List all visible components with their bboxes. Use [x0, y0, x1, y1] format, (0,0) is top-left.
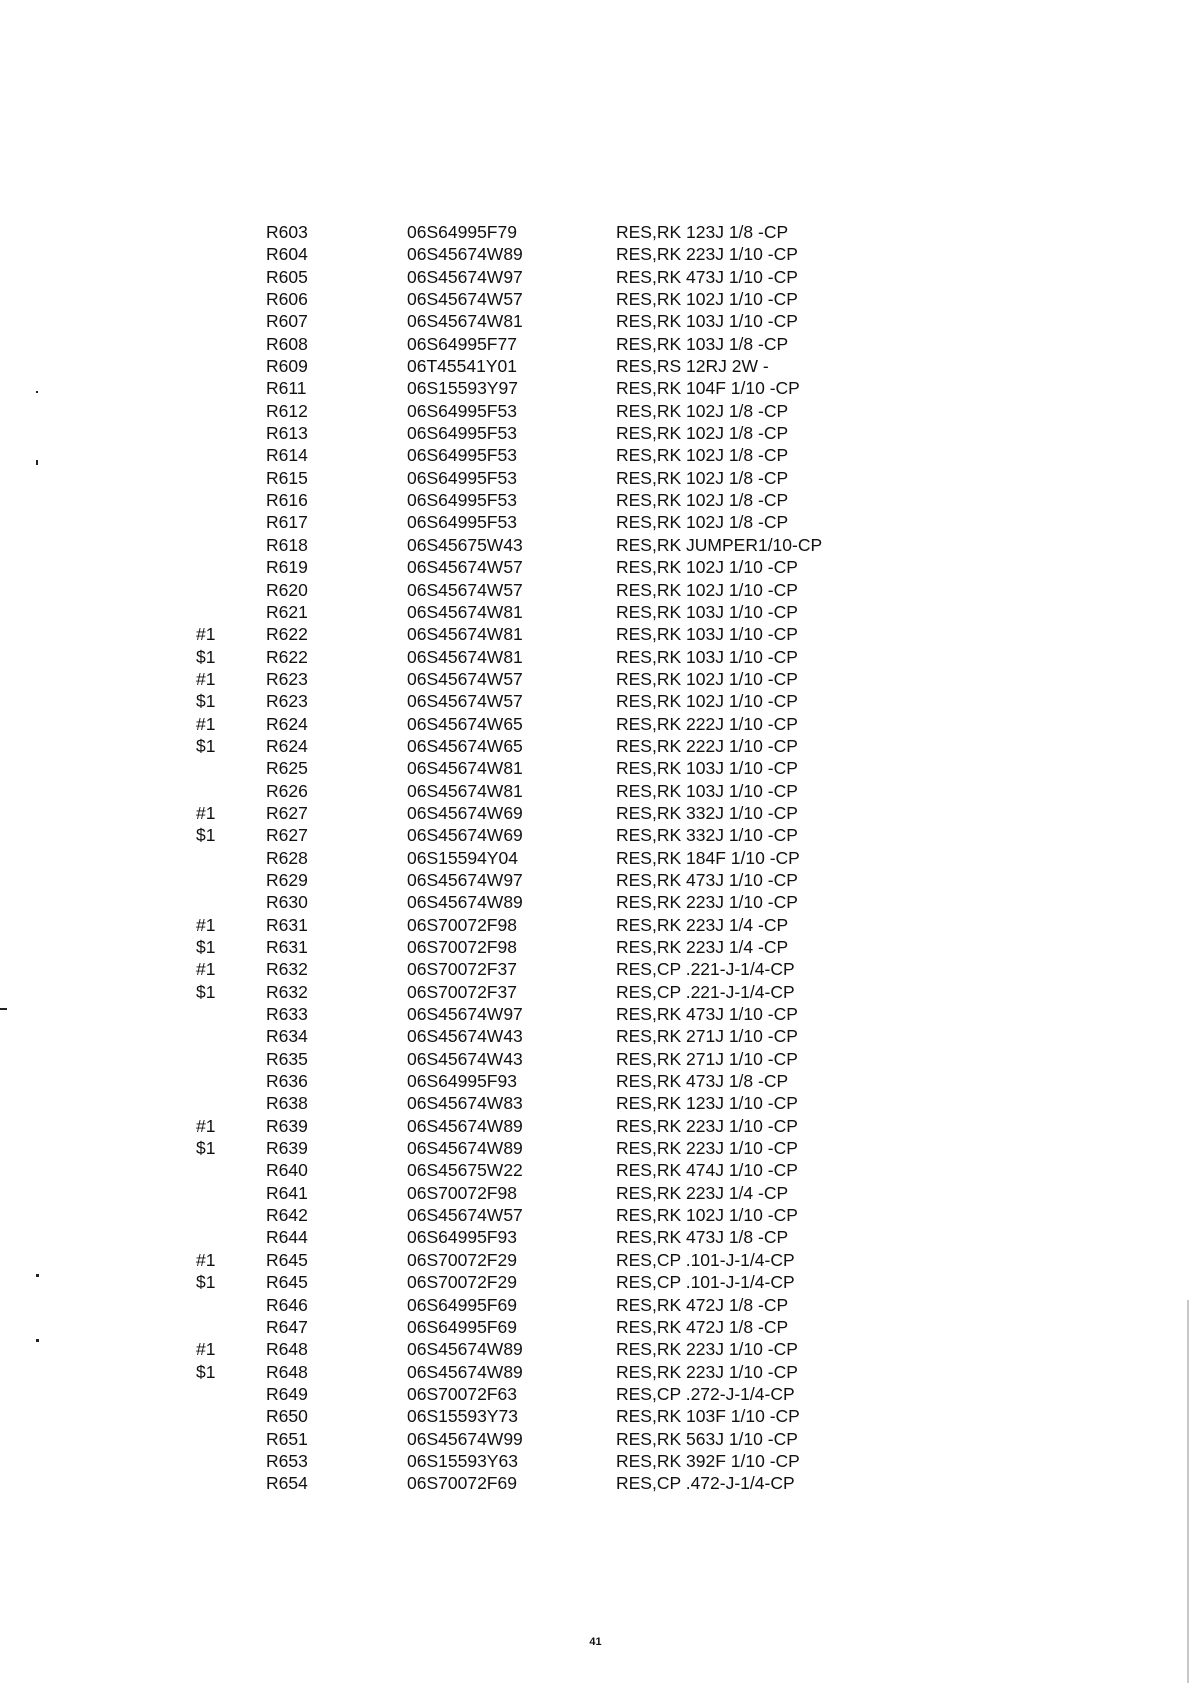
reference-designator: R606 — [266, 289, 308, 310]
part-description: RES,RK 102J 1/10 -CP — [616, 668, 798, 689]
scan-edge-line — [1187, 1300, 1189, 1683]
part-description: RES,RK 103J 1/10 -CP — [616, 646, 798, 667]
part-description: RES,RK JUMPER1/10-CP — [616, 534, 823, 555]
reference-designator: R622 — [266, 646, 308, 667]
table-row — [0, 1428, 1191, 1450]
reference-designator: R645 — [266, 1272, 308, 1293]
part-number: 06S45674W81 — [407, 646, 523, 667]
reference-designator: R624 — [266, 713, 308, 734]
part-number: 06S45674W89 — [407, 892, 523, 913]
table-row — [0, 1249, 1191, 1271]
reference-designator: R615 — [266, 467, 308, 488]
part-number: 06S45674W89 — [407, 1115, 523, 1136]
table-row — [0, 1450, 1191, 1472]
part-number: 06S70072F29 — [407, 1272, 517, 1293]
reference-designator: R613 — [266, 423, 308, 444]
table-row — [0, 1383, 1191, 1405]
row-mark: #1 — [196, 959, 216, 980]
part-description: RES,RK 102J 1/8 -CP — [616, 400, 789, 421]
part-number: 06T45541Y01 — [407, 356, 517, 377]
reference-designator: R631 — [266, 914, 308, 935]
reference-designator: R639 — [266, 1115, 308, 1136]
reference-designator: R617 — [266, 512, 308, 533]
row-mark: #1 — [196, 914, 216, 935]
reference-designator: R626 — [266, 780, 308, 801]
part-description: RES,CP .101-J-1/4-CP — [616, 1249, 795, 1270]
part-description: RES,RK 474J 1/10 -CP — [616, 1160, 798, 1181]
part-description: RES,RK 184F 1/10 -CP — [616, 847, 800, 868]
reference-designator: R644 — [266, 1227, 308, 1248]
page-number: 41 — [589, 1636, 602, 1648]
reference-designator: R632 — [266, 981, 308, 1002]
row-mark: #1 — [196, 802, 216, 823]
reference-designator: R625 — [266, 758, 308, 779]
row-mark: $1 — [196, 1272, 216, 1293]
table-row — [0, 958, 1191, 980]
table-row — [0, 422, 1191, 444]
reference-designator: R638 — [266, 1093, 308, 1114]
part-number: 06S64995F69 — [407, 1316, 517, 1337]
part-description: RES,RK 223J 1/10 -CP — [616, 892, 798, 913]
part-number: 06S45674W89 — [407, 1361, 523, 1382]
part-description: RES,RK 123J 1/10 -CP — [616, 1093, 798, 1114]
part-number: 06S70072F63 — [407, 1383, 517, 1404]
reference-designator: R607 — [266, 311, 308, 332]
reference-designator: R622 — [266, 624, 308, 645]
part-number: 06S64995F53 — [407, 445, 517, 466]
part-number: 06S45674W69 — [407, 802, 523, 823]
table-row — [0, 869, 1191, 891]
scan-speck — [36, 1339, 39, 1342]
parts-list — [0, 221, 1191, 1495]
part-number: 06S45674W81 — [407, 311, 523, 332]
part-description: RES,RK 102J 1/8 -CP — [616, 467, 789, 488]
part-number: 06S64995F79 — [407, 222, 517, 242]
part-description: RES,RK 223J 1/10 -CP — [616, 1339, 798, 1360]
table-row — [0, 601, 1191, 623]
table-row — [0, 802, 1191, 824]
part-number: 06S64995F93 — [407, 1071, 517, 1092]
part-description: RES,RK 102J 1/8 -CP — [616, 423, 789, 444]
part-number: 06S45675W22 — [407, 1160, 523, 1181]
reference-designator: R627 — [266, 802, 308, 823]
part-number: 06S64995F69 — [407, 1294, 517, 1315]
part-number: 06S64995F77 — [407, 333, 517, 354]
table-row — [0, 914, 1191, 936]
part-description: RES,RK 473J 1/10 -CP — [616, 266, 798, 287]
reference-designator: R627 — [266, 825, 308, 846]
reference-designator: R623 — [266, 691, 308, 712]
table-row — [0, 1003, 1191, 1025]
part-description: RES,RK 222J 1/10 -CP — [616, 735, 798, 756]
reference-designator: R633 — [266, 1004, 308, 1025]
table-row — [0, 1025, 1191, 1047]
reference-designator: R641 — [266, 1182, 308, 1203]
table-row — [0, 936, 1191, 958]
table-row — [0, 1159, 1191, 1181]
table-row — [0, 735, 1191, 757]
part-description: RES,RK 103J 1/10 -CP — [616, 758, 798, 779]
reference-designator: R631 — [266, 937, 308, 957]
reference-designator: R650 — [266, 1406, 308, 1427]
reference-designator: R608 — [266, 333, 308, 354]
reference-designator: R648 — [266, 1339, 308, 1360]
table-row — [0, 1472, 1191, 1494]
table-row — [0, 1271, 1191, 1293]
row-mark: #1 — [196, 1339, 216, 1360]
part-number: 06S45674W81 — [407, 780, 523, 801]
part-number: 06S45674W65 — [407, 713, 523, 734]
row-mark: $1 — [196, 1138, 216, 1159]
reference-designator: R646 — [266, 1294, 308, 1315]
part-description: RES,RK 223J 1/10 -CP — [616, 1138, 798, 1159]
part-number: 06S64995F53 — [407, 400, 517, 421]
table-row — [0, 1048, 1191, 1070]
part-description: RES,CP .221-J-1/4-CP — [616, 959, 795, 980]
table-row — [0, 310, 1191, 332]
part-number: 06S45674W57 — [407, 691, 523, 712]
part-number: 06S64995F53 — [407, 512, 517, 533]
reference-designator: R611 — [266, 378, 307, 399]
part-description: RES,RK 102J 1/10 -CP — [616, 289, 798, 310]
part-description: RES,RK 271J 1/10 -CP — [616, 1026, 798, 1047]
reference-designator: R632 — [266, 959, 308, 980]
reference-designator: R651 — [266, 1428, 308, 1449]
table-row — [0, 690, 1191, 712]
part-description: RES,RK 392F 1/10 -CP — [616, 1450, 800, 1471]
part-description: RES,RK 102J 1/8 -CP — [616, 445, 789, 466]
table-row — [0, 757, 1191, 779]
part-number: 06S45674W89 — [407, 244, 523, 265]
table-row — [0, 377, 1191, 399]
part-number: 06S45674W99 — [407, 1428, 523, 1449]
part-number: 06S70072F29 — [407, 1249, 517, 1270]
table-row — [0, 221, 1191, 243]
reference-designator: R642 — [266, 1205, 308, 1226]
part-description: RES,RK 102J 1/8 -CP — [616, 512, 789, 533]
table-row — [0, 243, 1191, 265]
part-description: RES,RK 104F 1/10 -CP — [616, 378, 800, 399]
scan-speck — [36, 391, 38, 393]
part-description: RES,RK 473J 1/10 -CP — [616, 869, 798, 890]
reference-designator: R630 — [266, 892, 308, 913]
part-number: 06S70072F98 — [407, 1182, 517, 1203]
part-number: 06S45674W97 — [407, 266, 523, 287]
row-mark: #1 — [196, 1115, 216, 1136]
part-number: 06S45674W81 — [407, 624, 523, 645]
part-description: RES,RK 103J 1/10 -CP — [616, 780, 798, 801]
part-description: RES,RK 222J 1/10 -CP — [616, 713, 798, 734]
part-description: RES,RK 103J 1/10 -CP — [616, 311, 798, 332]
row-mark: $1 — [196, 1361, 216, 1382]
table-row — [0, 467, 1191, 489]
table-row — [0, 1316, 1191, 1338]
part-description: RES,RK 123J 1/8 -CP — [616, 222, 789, 242]
table-row — [0, 444, 1191, 466]
part-number: 06S15594Y04 — [407, 847, 518, 868]
table-row — [0, 288, 1191, 310]
table-row — [0, 534, 1191, 556]
row-mark: $1 — [196, 646, 216, 667]
reference-designator: R635 — [266, 1048, 308, 1069]
reference-designator: R623 — [266, 668, 308, 689]
table-row — [0, 1137, 1191, 1159]
reference-designator: R629 — [266, 869, 308, 890]
row-mark: $1 — [196, 691, 216, 712]
table-row — [0, 1294, 1191, 1316]
row-mark: #1 — [196, 668, 216, 689]
part-description: RES,CP .101-J-1/4-CP — [616, 1272, 795, 1293]
part-number: 06S45674W97 — [407, 1004, 523, 1025]
part-number: 06S45674W57 — [407, 579, 523, 600]
table-row — [0, 1092, 1191, 1114]
part-number: 06S45675W43 — [407, 534, 523, 555]
reference-designator: R645 — [266, 1249, 308, 1270]
part-description: RES,RK 223J 1/10 -CP — [616, 244, 798, 265]
reference-designator: R648 — [266, 1361, 308, 1382]
scan-speck — [36, 460, 38, 465]
table-row — [0, 847, 1191, 869]
row-mark: $1 — [196, 825, 216, 846]
table-row — [0, 579, 1191, 601]
reference-designator: R619 — [266, 557, 308, 578]
part-description: RES,RK 102J 1/10 -CP — [616, 579, 798, 600]
part-number: 06S45674W89 — [407, 1339, 523, 1360]
table-row — [0, 1204, 1191, 1226]
part-description: RES,RK 332J 1/10 -CP — [616, 802, 798, 823]
part-description: RES,RK 102J 1/10 -CP — [616, 1205, 798, 1226]
table-row — [0, 1361, 1191, 1383]
table-row — [0, 891, 1191, 913]
reference-designator: R624 — [266, 735, 308, 756]
part-number: 06S64995F53 — [407, 490, 517, 511]
part-description: RES,RK 563J 1/10 -CP — [616, 1428, 798, 1449]
part-description: RES,RK 223J 1/4 -CP — [616, 937, 789, 957]
reference-designator: R628 — [266, 847, 308, 868]
part-number: 06S45674W43 — [407, 1026, 523, 1047]
table-row — [0, 1115, 1191, 1137]
reference-designator: R605 — [266, 266, 308, 287]
table-row — [0, 556, 1191, 578]
table-row — [0, 713, 1191, 735]
part-description: RES,RK 223J 1/4 -CP — [616, 1182, 789, 1203]
table-row — [0, 780, 1191, 802]
part-number: 06S45674W97 — [407, 869, 523, 890]
part-number: 06S45674W69 — [407, 825, 523, 846]
table-row — [0, 333, 1191, 355]
part-description: RES,RK 223J 1/4 -CP — [616, 914, 789, 935]
part-description: RES,RK 102J 1/10 -CP — [616, 557, 798, 578]
reference-designator: R604 — [266, 244, 308, 265]
part-description: RES,RK 223J 1/10 -CP — [616, 1115, 798, 1136]
reference-designator: R603 — [266, 222, 308, 242]
part-number: 06S70072F98 — [407, 937, 517, 957]
part-description: RES,RK 472J 1/8 -CP — [616, 1294, 789, 1315]
table-row — [0, 668, 1191, 690]
part-description: RES,RK 473J 1/10 -CP — [616, 1004, 798, 1025]
part-description: RES,RK 472J 1/8 -CP — [616, 1316, 789, 1337]
table-row — [0, 1405, 1191, 1427]
part-description: RES,RK 271J 1/10 -CP — [616, 1048, 798, 1069]
row-mark: #1 — [196, 713, 216, 734]
reference-designator: R609 — [266, 356, 308, 377]
scan-speck — [36, 1274, 39, 1277]
part-description: RES,RK 103F 1/10 -CP — [616, 1406, 800, 1427]
part-number: 06S45674W83 — [407, 1093, 523, 1114]
table-row — [0, 1226, 1191, 1248]
table-row — [0, 400, 1191, 422]
part-description: RES,RK 102J 1/8 -CP — [616, 490, 789, 511]
part-number: 06S45674W57 — [407, 557, 523, 578]
table-row — [0, 266, 1191, 288]
part-description: RES,RK 103J 1/10 -CP — [616, 624, 798, 645]
part-description: RES,RK 102J 1/10 -CP — [616, 691, 798, 712]
table-row — [0, 646, 1191, 668]
reference-designator: R621 — [266, 601, 308, 622]
part-number: 06S15593Y97 — [407, 378, 518, 399]
row-mark: #1 — [196, 1249, 216, 1270]
part-description: RES,RK 103J 1/10 -CP — [616, 601, 798, 622]
scan-speck — [0, 1008, 7, 1010]
table-row — [0, 1338, 1191, 1360]
part-number: 06S64995F53 — [407, 423, 517, 444]
part-description: RES,RK 473J 1/8 -CP — [616, 1071, 789, 1092]
reference-designator: R654 — [266, 1473, 308, 1494]
reference-designator: R612 — [266, 400, 308, 421]
part-number: 06S45674W89 — [407, 1138, 523, 1159]
table-row — [0, 623, 1191, 645]
part-description: RES,CP .221-J-1/4-CP — [616, 981, 795, 1002]
row-mark: #1 — [196, 624, 216, 645]
table-row — [0, 511, 1191, 533]
reference-designator: R616 — [266, 490, 308, 511]
reference-designator: R620 — [266, 579, 308, 600]
part-number: 06S45674W65 — [407, 735, 523, 756]
reference-designator: R653 — [266, 1450, 308, 1471]
part-number: 06S64995F53 — [407, 467, 517, 488]
part-description: RES,RS 12RJ 2W - — [616, 356, 769, 377]
part-number: 06S70072F37 — [407, 981, 517, 1002]
row-mark: $1 — [196, 937, 216, 957]
row-mark: $1 — [196, 981, 216, 1002]
part-description: RES,CP .472-J-1/4-CP — [616, 1473, 795, 1494]
reference-designator: R636 — [266, 1071, 308, 1092]
part-number: 06S70072F98 — [407, 914, 517, 935]
part-description: RES,CP .272-J-1/4-CP — [616, 1383, 795, 1404]
reference-designator: R649 — [266, 1383, 308, 1404]
part-number: 06S15593Y73 — [407, 1406, 518, 1427]
part-number: 06S15593Y63 — [407, 1450, 518, 1471]
part-number: 06S64995F93 — [407, 1227, 517, 1248]
part-number: 06S45674W81 — [407, 758, 523, 779]
part-number: 06S70072F69 — [407, 1473, 517, 1494]
reference-designator: R640 — [266, 1160, 308, 1181]
reference-designator: R634 — [266, 1026, 308, 1047]
part-description: RES,RK 103J 1/8 -CP — [616, 333, 789, 354]
table-row — [0, 824, 1191, 846]
table-row — [0, 489, 1191, 511]
part-number: 06S45674W57 — [407, 289, 523, 310]
reference-designator: R614 — [266, 445, 308, 466]
table-row — [0, 1182, 1191, 1204]
part-number: 06S45674W43 — [407, 1048, 523, 1069]
part-number: 06S45674W57 — [407, 668, 523, 689]
reference-designator: R618 — [266, 534, 308, 555]
reference-designator: R639 — [266, 1138, 308, 1159]
part-description: RES,RK 332J 1/10 -CP — [616, 825, 798, 846]
part-description: RES,RK 473J 1/8 -CP — [616, 1227, 789, 1248]
part-number: 06S45674W81 — [407, 601, 523, 622]
part-number: 06S70072F37 — [407, 959, 517, 980]
row-mark: $1 — [196, 735, 216, 756]
part-number: 06S45674W57 — [407, 1205, 523, 1226]
table-row — [0, 981, 1191, 1003]
table-row — [0, 355, 1191, 377]
table-row — [0, 1070, 1191, 1092]
part-description: RES,RK 223J 1/10 -CP — [616, 1361, 798, 1382]
reference-designator: R647 — [266, 1316, 308, 1337]
